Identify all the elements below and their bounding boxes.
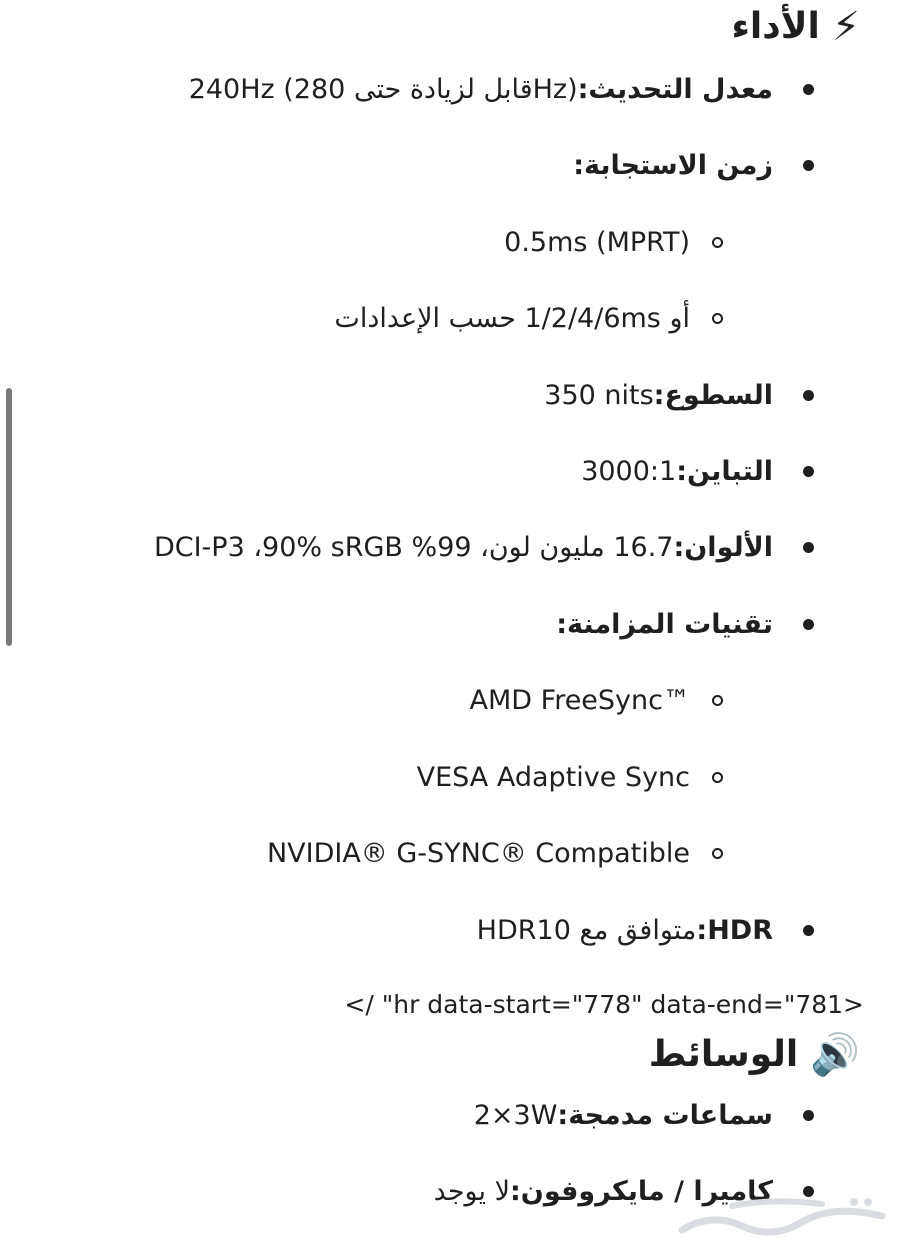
camera-value: لا يوجد	[433, 1176, 510, 1207]
contrast-value: 3000:1	[581, 456, 677, 487]
colors-value: 16.7 مليون لون، 99% DCI-P3 ،90% sRGB	[153, 532, 674, 563]
bullet-icon	[803, 542, 814, 553]
list-item-colors	[154, 532, 814, 563]
raw-html-text: </ "hr data-start="778" data-end="781>	[344, 990, 864, 1019]
sync-label: تقنيات المزامنة:	[556, 609, 773, 640]
speakers-value: 2×3W	[473, 1100, 558, 1131]
camera-label: كاميرا / مايكروفون:	[509, 1176, 773, 1207]
brightness-label: السطوع:	[653, 380, 773, 411]
scrollbar[interactable]	[6, 388, 12, 646]
sub-item-response-mprt	[504, 227, 723, 258]
speaker-icon: 🔊	[810, 1031, 860, 1078]
circle-bullet-icon	[712, 772, 723, 783]
list-item-brightness	[544, 380, 814, 411]
sub-item-vesa	[417, 762, 723, 793]
sub-item-text: NVIDIA® G-SYNC® Compatible	[266, 838, 690, 869]
circle-bullet-icon	[712, 313, 723, 324]
performance-heading	[731, 3, 860, 50]
sub-item-text: VESA Adaptive Sync	[416, 762, 690, 793]
bullet-icon	[803, 390, 814, 401]
list-item-contrast	[581, 456, 814, 487]
hdr-value: متوافق مع HDR10	[476, 915, 697, 946]
sub-item-response-settings	[334, 303, 723, 334]
speakers-label: سماعات مدمجة:	[557, 1100, 773, 1131]
sub-item-gsync	[267, 838, 723, 869]
circle-bullet-icon	[712, 237, 723, 248]
refresh-rate-label: معدل التحديث:	[577, 74, 773, 105]
sub-item-freesync	[469, 685, 723, 716]
bullet-icon	[803, 925, 814, 936]
brightness-value: 350 nits	[544, 380, 654, 411]
circle-bullet-icon	[712, 848, 723, 859]
response-time-label: زمن الاستجابة:	[573, 150, 773, 181]
media-heading	[648, 1031, 860, 1078]
hdr-label: HDR:	[696, 915, 773, 946]
bullet-icon	[803, 160, 814, 171]
lightning-icon: ⚡	[831, 3, 860, 50]
list-item-refresh-rate	[189, 74, 814, 105]
sub-item-text: أو 1/2/4/6ms حسب الإعدادات	[334, 303, 690, 334]
contrast-label: التباين:	[676, 456, 773, 487]
sub-item-text: AMD FreeSync™	[469, 685, 690, 716]
media-title: الوسائط	[648, 1034, 799, 1075]
bullet-icon	[803, 1110, 814, 1121]
list-item-speakers	[474, 1100, 814, 1131]
bullet-icon	[803, 84, 814, 95]
list-item-hdr	[477, 915, 814, 946]
bullet-icon	[803, 466, 814, 477]
haraj-watermark-logo	[672, 1192, 892, 1242]
circle-bullet-icon	[712, 695, 723, 706]
colors-label: الألوان:	[673, 532, 773, 563]
list-item-response-time	[573, 150, 814, 181]
sub-item-text: 0.5ms (MPRT)	[504, 227, 690, 258]
refresh-rate-value: 240Hz (قابل لزيادة حتى 280Hz)	[188, 74, 578, 105]
list-item-sync	[556, 609, 814, 640]
performance-title: الأداء	[731, 6, 820, 47]
bullet-icon	[803, 619, 814, 630]
